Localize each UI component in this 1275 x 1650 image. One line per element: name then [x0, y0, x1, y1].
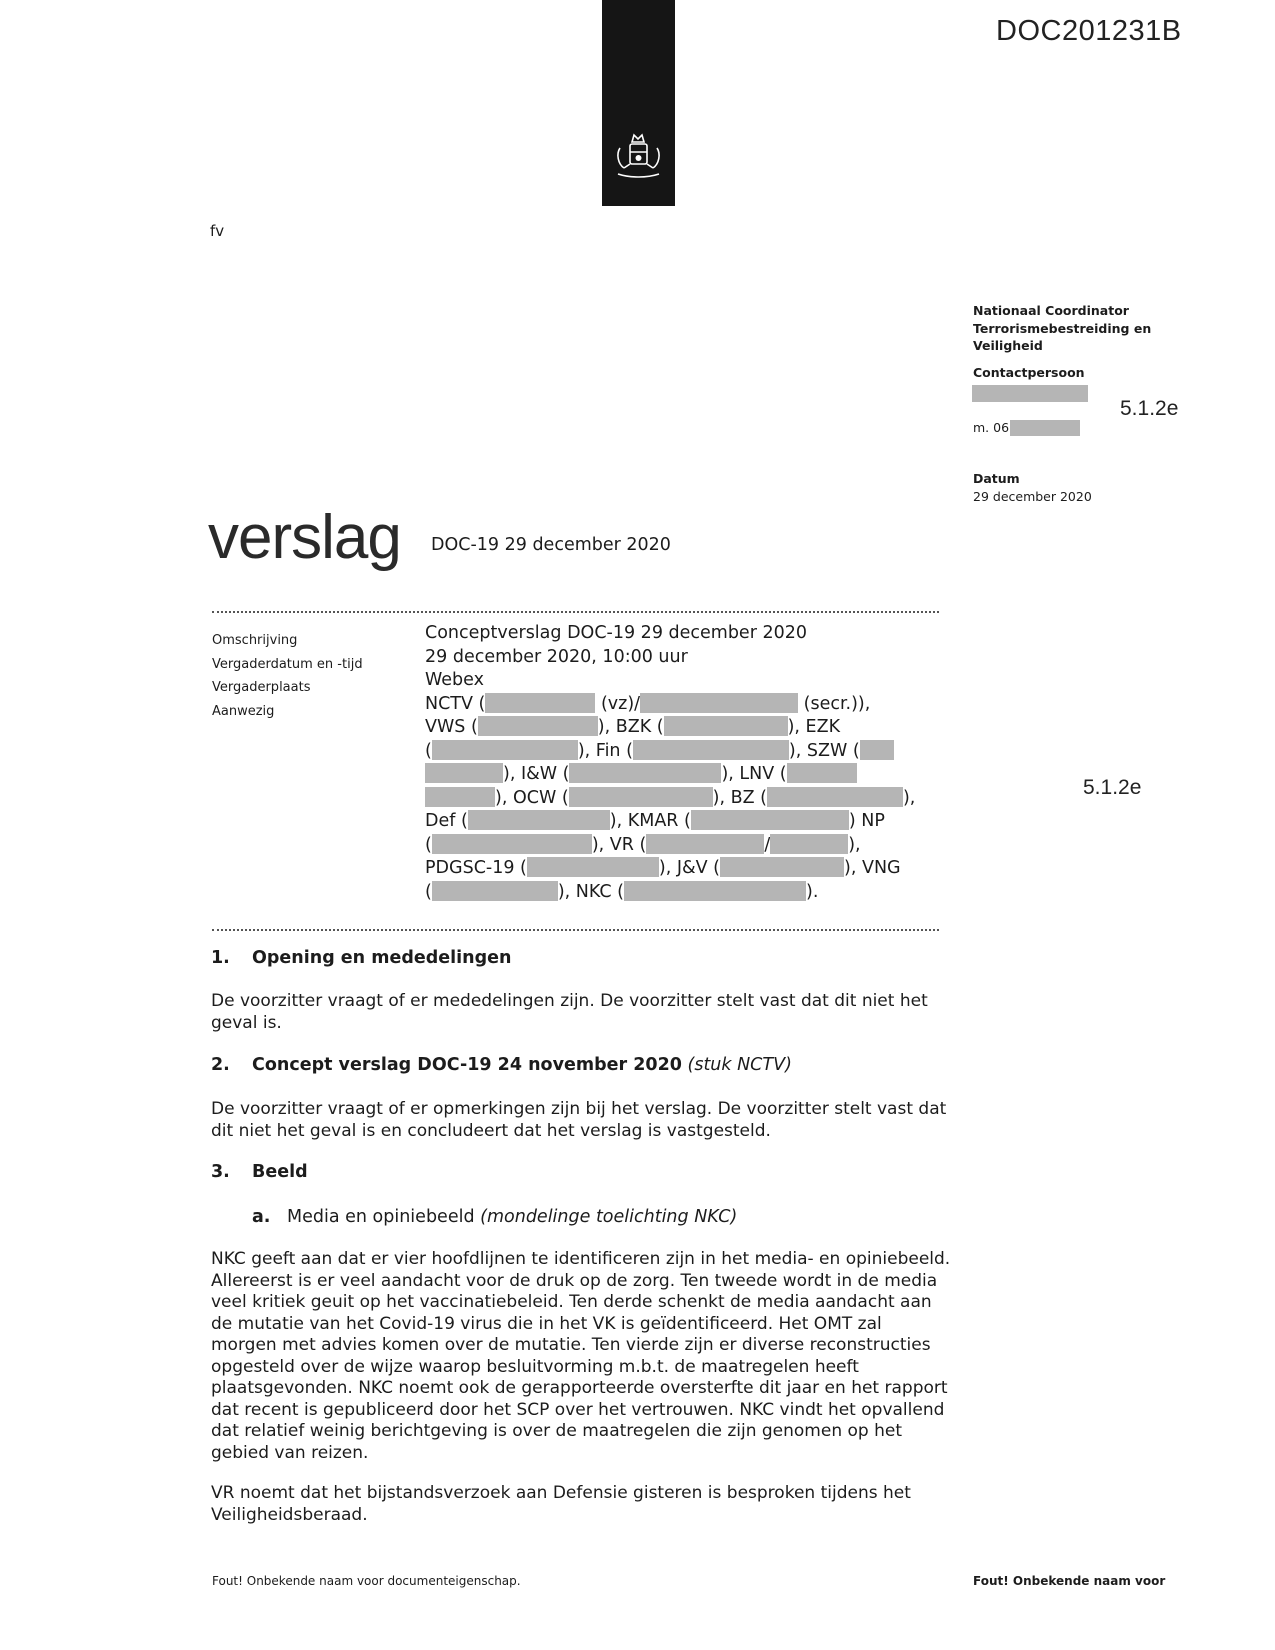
- contact-label: Contactpersoon: [973, 364, 1085, 380]
- government-logo: [602, 0, 675, 206]
- aanwezig-text: ), KMAR (: [609, 811, 691, 831]
- document-subtitle: DOC-19 29 december 2020: [431, 535, 671, 555]
- aanwezig-text: /: [764, 834, 771, 855]
- aanwezig-text: ).: [806, 881, 819, 902]
- aanwezig-line: [425, 787, 945, 811]
- subsection-3a-body-2: VR noemt dat het bijstandsverzoek aan Defensie gisteren is besproken tijdens het Veiligheidsberaad.: [211, 1483, 911, 1525]
- date-label: Datum: [973, 471, 1020, 486]
- redaction-box: [691, 810, 849, 830]
- redaction-box: [527, 857, 659, 877]
- redaction-box: [425, 787, 495, 807]
- subsection-letter: a.: [252, 1207, 271, 1227]
- meta-datum-tijd: 29 december 2020, 10:00 uur: [425, 646, 688, 667]
- section-number: 2.: [211, 1055, 230, 1075]
- redaction-box: [425, 763, 503, 783]
- aanwezig-line: [425, 834, 945, 858]
- aanwezig-text: (secr.)),: [803, 693, 871, 714]
- meta-label: Omschrijving: [212, 633, 298, 648]
- meta-plaats: Webex: [425, 670, 484, 690]
- meta-label: Aanwezig: [212, 703, 275, 719]
- redaction-box: [478, 716, 598, 736]
- redaction-box: [640, 693, 798, 713]
- aanwezig-line: [425, 740, 945, 764]
- org-line-2: Terrorismebestreiding en: [973, 320, 1152, 336]
- divider-top: [212, 611, 939, 613]
- footer-right: Fout! Onbekende naam voor: [973, 1574, 1166, 1588]
- aanwezig-text: (: [425, 881, 432, 902]
- section-title: Concept verslag DOC-19 24 november 2020: [252, 1055, 682, 1075]
- meta-label: Vergaderplaats: [212, 680, 311, 695]
- section-number: 1.: [211, 948, 230, 968]
- aanwezig-line: [425, 716, 945, 740]
- aanwezig-text: (vz)/: [600, 693, 641, 714]
- section-title: Beeld: [252, 1162, 308, 1182]
- redaction-box: [633, 740, 789, 760]
- redaction-box: [432, 881, 558, 901]
- aanwezig-text: ), VR (: [591, 834, 647, 855]
- org-line-1: Nationaal Coordinator: [973, 303, 1129, 318]
- aanwezig-text: (: [425, 834, 432, 855]
- aanwezig-text: ), I&W (: [503, 764, 570, 784]
- redaction-box: [569, 763, 721, 783]
- aanwezig-text: ), SZW (: [788, 740, 860, 761]
- footer-left: Fout! Onbekende naam voor documenteigenschap.: [212, 1574, 521, 1588]
- meta-values: [425, 622, 945, 904]
- meta-label: Vergaderdatum en -tijd: [212, 656, 363, 672]
- aanwezig-text: ), VNG: [844, 858, 901, 878]
- coat-of-arms-icon: [610, 130, 667, 186]
- subsection-3a-heading: [252, 1207, 992, 1229]
- redaction-box: [468, 810, 610, 830]
- aanwezig-text: ), OCW (: [495, 787, 569, 808]
- org-line-3: Veiligheid: [973, 338, 1043, 353]
- section-title: Opening en mededelingen: [252, 948, 512, 968]
- aanwezig-text: ), BZK (: [597, 717, 664, 737]
- redaction-box: [485, 693, 595, 713]
- section-note: (stuk NCTV): [687, 1055, 792, 1075]
- aanwezig-text: PDGSC-19 (: [425, 858, 527, 878]
- document-title: verslag: [208, 503, 401, 572]
- redaction-box: [646, 834, 764, 854]
- meta-omschrijving: Conceptverslag DOC-19 29 december 2020: [425, 623, 807, 643]
- redaction-box: [787, 763, 857, 783]
- aanwezig-text: Def (: [425, 811, 468, 831]
- section-number: 3.: [211, 1162, 230, 1182]
- section-1-body: De voorzitter vraagt of er mededelingen zijn. De voorzitter stelt vast dat dit niet het geval is.: [211, 991, 928, 1033]
- aanwezig-text: ), J&V (: [658, 858, 721, 878]
- document-id: DOC201231B: [996, 15, 1182, 47]
- redaction-code-attendees: 5.1.2e: [1083, 776, 1142, 799]
- redaction-box: [624, 881, 806, 901]
- redaction-box: [432, 740, 578, 760]
- sidebar: [973, 302, 1203, 381]
- aanwezig-text: ), NKC (: [557, 881, 624, 902]
- phone-prefix: m. 06: [973, 420, 1010, 435]
- subsection-title: Media en opiniebeeld: [287, 1207, 475, 1227]
- aanwezig-text: ), BZ (: [712, 787, 767, 808]
- redacted-contact-name: [972, 385, 1088, 402]
- redaction-box: [860, 740, 894, 760]
- section-2-body: De voorzitter vraagt of er opmerkingen zijn bij het verslag. De voorzitter stelt vast dat dit niet het geval is en concludeert dat het verslag is vastgesteld.: [211, 1099, 947, 1141]
- redacted-phone: [1010, 420, 1080, 436]
- redaction-box: [770, 834, 848, 854]
- aanwezig-line: [425, 810, 945, 834]
- aanwezig-text: ),: [848, 834, 861, 855]
- aanwezig-line: [425, 763, 945, 787]
- section-2-heading: [211, 1055, 951, 1077]
- redaction-code: 5.1.2e: [1120, 397, 1179, 420]
- divider-bottom: [212, 929, 939, 931]
- aanwezig-text: NCTV (: [425, 693, 486, 714]
- aanwezig-text: (: [425, 740, 432, 761]
- section-3-heading: [211, 1162, 951, 1184]
- date-value: 29 december 2020: [973, 489, 1092, 504]
- meta-labels: [212, 629, 363, 723]
- aanwezig-text: VWS (: [425, 717, 478, 737]
- subsection-3a-body-1: NKC geeft aan dat er vier hoofdlijnen te identificeren zijn in het media- en opiniebeeld. Allereerst is er veel aandacht voor de druk op de zorg. Ten tweede wordt in de media veel kritiek geuit op het vaccinatiebeleid. Ten derde schenkt de media aandacht aan de mutatie van het Covid-19 virus die in het VK is geïdentificeerd. Het OMT zal morgen met advies komen over de mutatie. Ten vierde zijn er diverse reconstructies opgesteld over de wijze waarop besluitvorming m.b.t. de maatregelen heeft plaatsgevonden. NKC noemt ook de gerapporteerde oversterfte dit jaar en het rapport dat recent is gepubliceerd door het SCP over het vertrouwen. NKC vindt het opvallend dat relatief weinig berichtgeving is over de maatregelen die zijn genomen op het gebied van reizen.: [211, 1249, 951, 1463]
- aanwezig-line: [425, 693, 945, 717]
- aanwezig-text: ) NP: [848, 811, 885, 831]
- aanwezig-line: [425, 881, 945, 905]
- aanwezig-text: ), LNV (: [721, 764, 787, 784]
- redaction-box: [720, 857, 844, 877]
- section-1-heading: [211, 948, 951, 970]
- aanwezig-line: [425, 857, 945, 881]
- redaction-box: [664, 716, 788, 736]
- redaction-box: [432, 834, 592, 854]
- aanwezig-text: ), EZK: [787, 717, 841, 737]
- redaction-box: [569, 787, 713, 807]
- aanwezig-text: ),: [902, 787, 916, 808]
- aanwezig-text: ), Fin (: [577, 740, 633, 761]
- subsection-note: (mondelinge toelichting NKC): [480, 1207, 738, 1227]
- redaction-box: [767, 787, 903, 807]
- marker-text: fv: [210, 222, 225, 240]
